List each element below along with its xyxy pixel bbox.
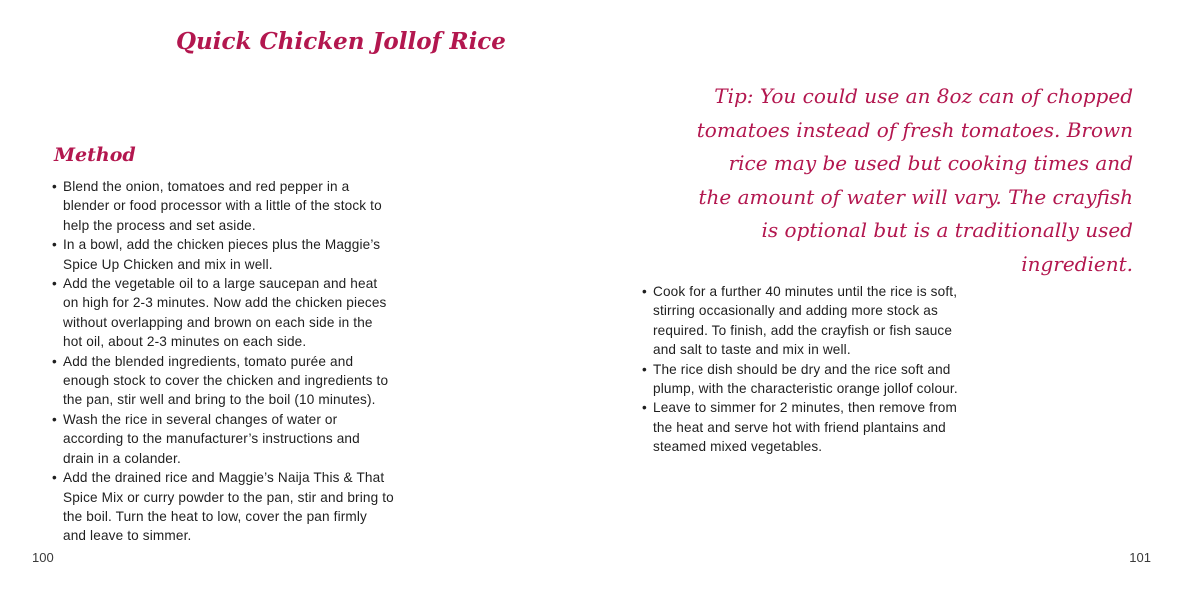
tip-note: Tip: You could use an 8oz can of chopped tomatoes instead of fresh tomatoes. Brown rice may be used but cooking times and the amount of water will vary. The crayfish is optional but is a traditionally used ingredient.	[696, 84, 1133, 276]
page-number-left: 100	[32, 550, 54, 565]
method-step: • The rice dish should be dry and the rice soft and plump, with the characteristic orange jollof colour.	[642, 360, 962, 399]
method-steps-list	[52, 177, 394, 546]
right-page	[590, 0, 1181, 591]
method-step: • Wash the rice in several changes of water or according to the manufacturer’s instructions and drain in a colander.	[52, 410, 394, 468]
method-step: • Blend the onion, tomatoes and red pepper in a blender or food processor with a little of the stock to help the process and set aside.	[52, 177, 394, 235]
method-step: • In a bowl, add the chicken pieces plus the Maggie’s Spice Up Chicken and mix in well.	[52, 235, 394, 274]
recipe-title: Quick Chicken Jollof Rice	[176, 28, 506, 55]
method-step: • Cook for a further 40 minutes until the rice is soft, stirring occasionally and adding more stock as required. To finish, add the crayfish or fish sauce and salt to taste and mix in well.	[642, 282, 962, 360]
method-steps-continued-list	[642, 282, 962, 457]
method-step: • Leave to simmer for 2 minutes, then remove from the heat and serve hot with friend plantains and steamed mixed vegetables.	[642, 398, 962, 456]
method-step: • Add the vegetable oil to a large saucepan and heat on high for 2-3 minutes. Now add the chicken pieces without overlapping and brown on each side in the hot oil, about 2-3 minutes on each side.	[52, 274, 394, 352]
method-heading: Method	[54, 144, 136, 166]
left-page	[0, 0, 590, 591]
method-step: • Add the drained rice and Maggie’s Naija This & That Spice Mix or curry powder to the pan, stir and bring to the boil. Turn the heat to low, cover the pan firmly and leave to simmer.	[52, 468, 394, 546]
page-number-right: 101	[1129, 550, 1151, 565]
method-step: • Add the blended ingredients, tomato purée and enough stock to cover the chicken and ingredients to the pan, stir well and bring to the boil (10 minutes).	[52, 352, 394, 410]
